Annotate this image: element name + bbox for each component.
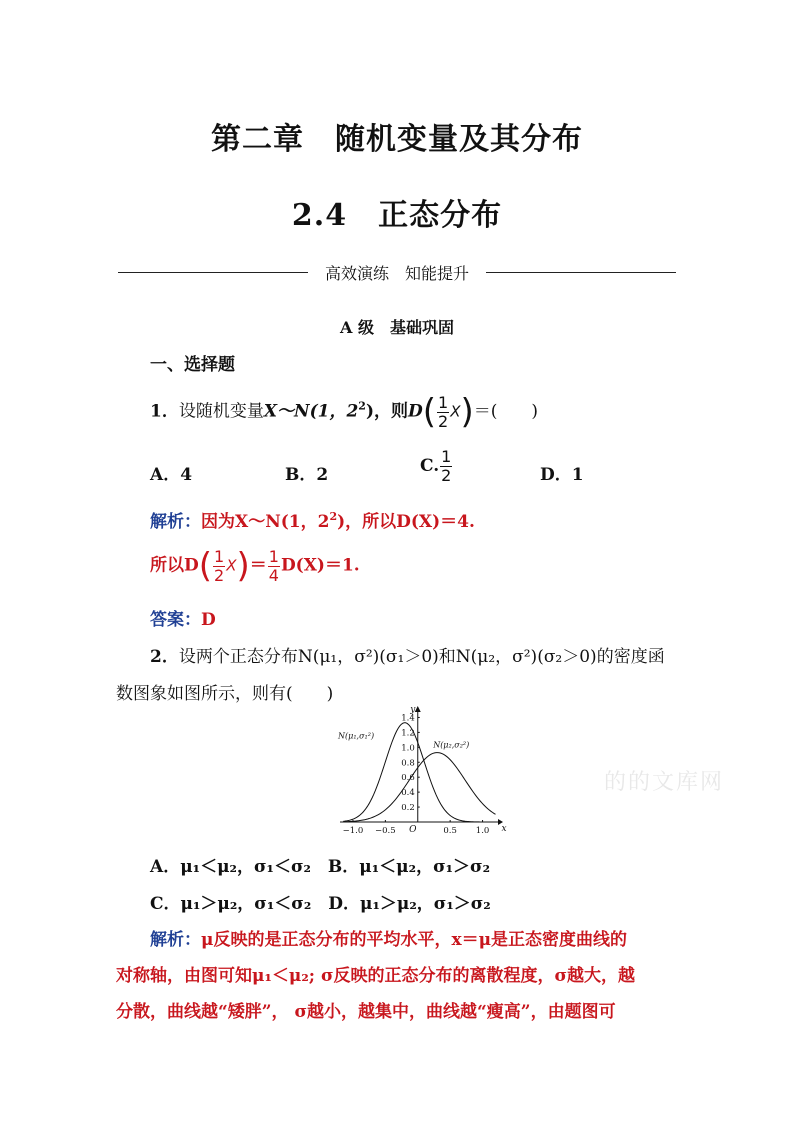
question-1-dist: X～N(1，2 — [263, 401, 359, 422]
x-axis-label: x — [501, 824, 507, 834]
level-heading: A 级 基础巩固 — [340, 318, 454, 337]
x-tick-label: −1.0 — [342, 826, 364, 836]
x-tick-label: 1.0 — [475, 826, 490, 836]
normal-density-chart — [330, 702, 510, 842]
question-1-dist-tail: )，则 — [365, 401, 408, 422]
series-2-label: N(μ₂,σ₂²) — [433, 740, 470, 750]
question-1-d: D — [407, 401, 423, 422]
section-title: 2.4 正态分布 — [291, 198, 503, 233]
question-2-analysis-line-3: 分散，曲线越“矮胖”， σ越小，越集中，曲线越“瘦高”，由题图可 — [116, 1002, 616, 1022]
question-1-option-d: D．1 — [540, 465, 584, 485]
question-1-eq: ＝( ) — [473, 401, 538, 422]
x-tick-label: 0.5 — [443, 826, 457, 836]
y-tick-label: 1.4 — [401, 713, 415, 724]
banner-rule-right — [486, 272, 676, 273]
y-tick-label: 0.8 — [401, 758, 415, 769]
part-heading: 一、选择题 — [150, 355, 235, 375]
question-2-options-row-1: A．μ₁＜μ₂，σ₁＜σ₂ B．μ₁＜μ₂，σ₁＞σ₂ — [150, 857, 491, 877]
series-2-curve — [343, 753, 495, 822]
question-1-stem: 1．设随机变量X～N(1，$2^2$)，则D( $\frac{1}{2}$ X)＝( ) — [150, 392, 538, 432]
banner-text: 高效演练 知能提升 — [324, 264, 469, 283]
question-1-answer — [150, 605, 216, 630]
question-1-option-b: B．2 — [285, 465, 329, 485]
y-axis-arrow — [415, 706, 421, 712]
analysis-label: 解析： — [150, 512, 201, 532]
question-1-option-a: A．4 — [150, 465, 193, 485]
answer-label: 答案： — [150, 610, 201, 630]
question-2-analysis-line-1: 解析：μ反映的是正态分布的平均水平，x＝μ是正态密度曲线的 — [150, 930, 628, 950]
y-tick-label: 1.0 — [401, 743, 415, 754]
y-tick-label: 0.6 — [401, 773, 415, 784]
question-1-text: 设随机变量 — [178, 401, 264, 422]
question-2-analysis-line-2: 对称轴，由图可知μ₁＜μ₂; σ反映的正态分布的离散程度，σ越大，越 — [116, 966, 636, 986]
question-1-number: 1． — [150, 401, 179, 422]
chapter-title: 第二章 随机变量及其分布 — [211, 122, 583, 157]
series-1-label: N(μ₁,σ₁²) — [338, 731, 375, 741]
answer-value: D — [201, 610, 216, 630]
analysis-label-2: 解析： — [150, 930, 201, 950]
question-2-options-row-2: C．μ₁＞μ₂，σ₁＜σ₂ D．μ₁＞μ₂，σ₁＞σ₂ — [150, 894, 491, 914]
y-tick-label: 0.4 — [401, 788, 415, 799]
question-1-option-c: C. $\frac{1}{2}$ — [420, 447, 452, 485]
question-1-analysis-line-2: 所以D( $\frac{1}{2}$ X)＝ $\frac{1}{4}$ D(X)＝1. — [150, 546, 360, 586]
question-2-line-2: 数图象如图所示，则有( ) — [116, 684, 334, 704]
question-1-analysis-line-1: 解析：因为X～N(1，$2^2$)，所以D(X)＝4. — [150, 510, 475, 532]
watermark: 的的文库网 — [604, 770, 725, 795]
y-tick-label: 0.2 — [401, 803, 415, 814]
question-1-dist-exp: 2 — [358, 399, 366, 413]
y-tick-label: 1.2 — [401, 728, 415, 739]
question-1-x: X — [450, 402, 461, 421]
x-tick-label: −0.5 — [375, 826, 396, 836]
question-1-fraction: $\frac{1}{2}$ — [438, 392, 449, 431]
question-2-line-1: 2．设两个正态分布N(μ₁，σ²)(σ₁＞0)和N(μ₂，σ²)(σ₂＞0)的密度函 — [150, 647, 665, 667]
y-axis-label: y — [410, 705, 416, 715]
origin-label: O — [409, 825, 417, 835]
